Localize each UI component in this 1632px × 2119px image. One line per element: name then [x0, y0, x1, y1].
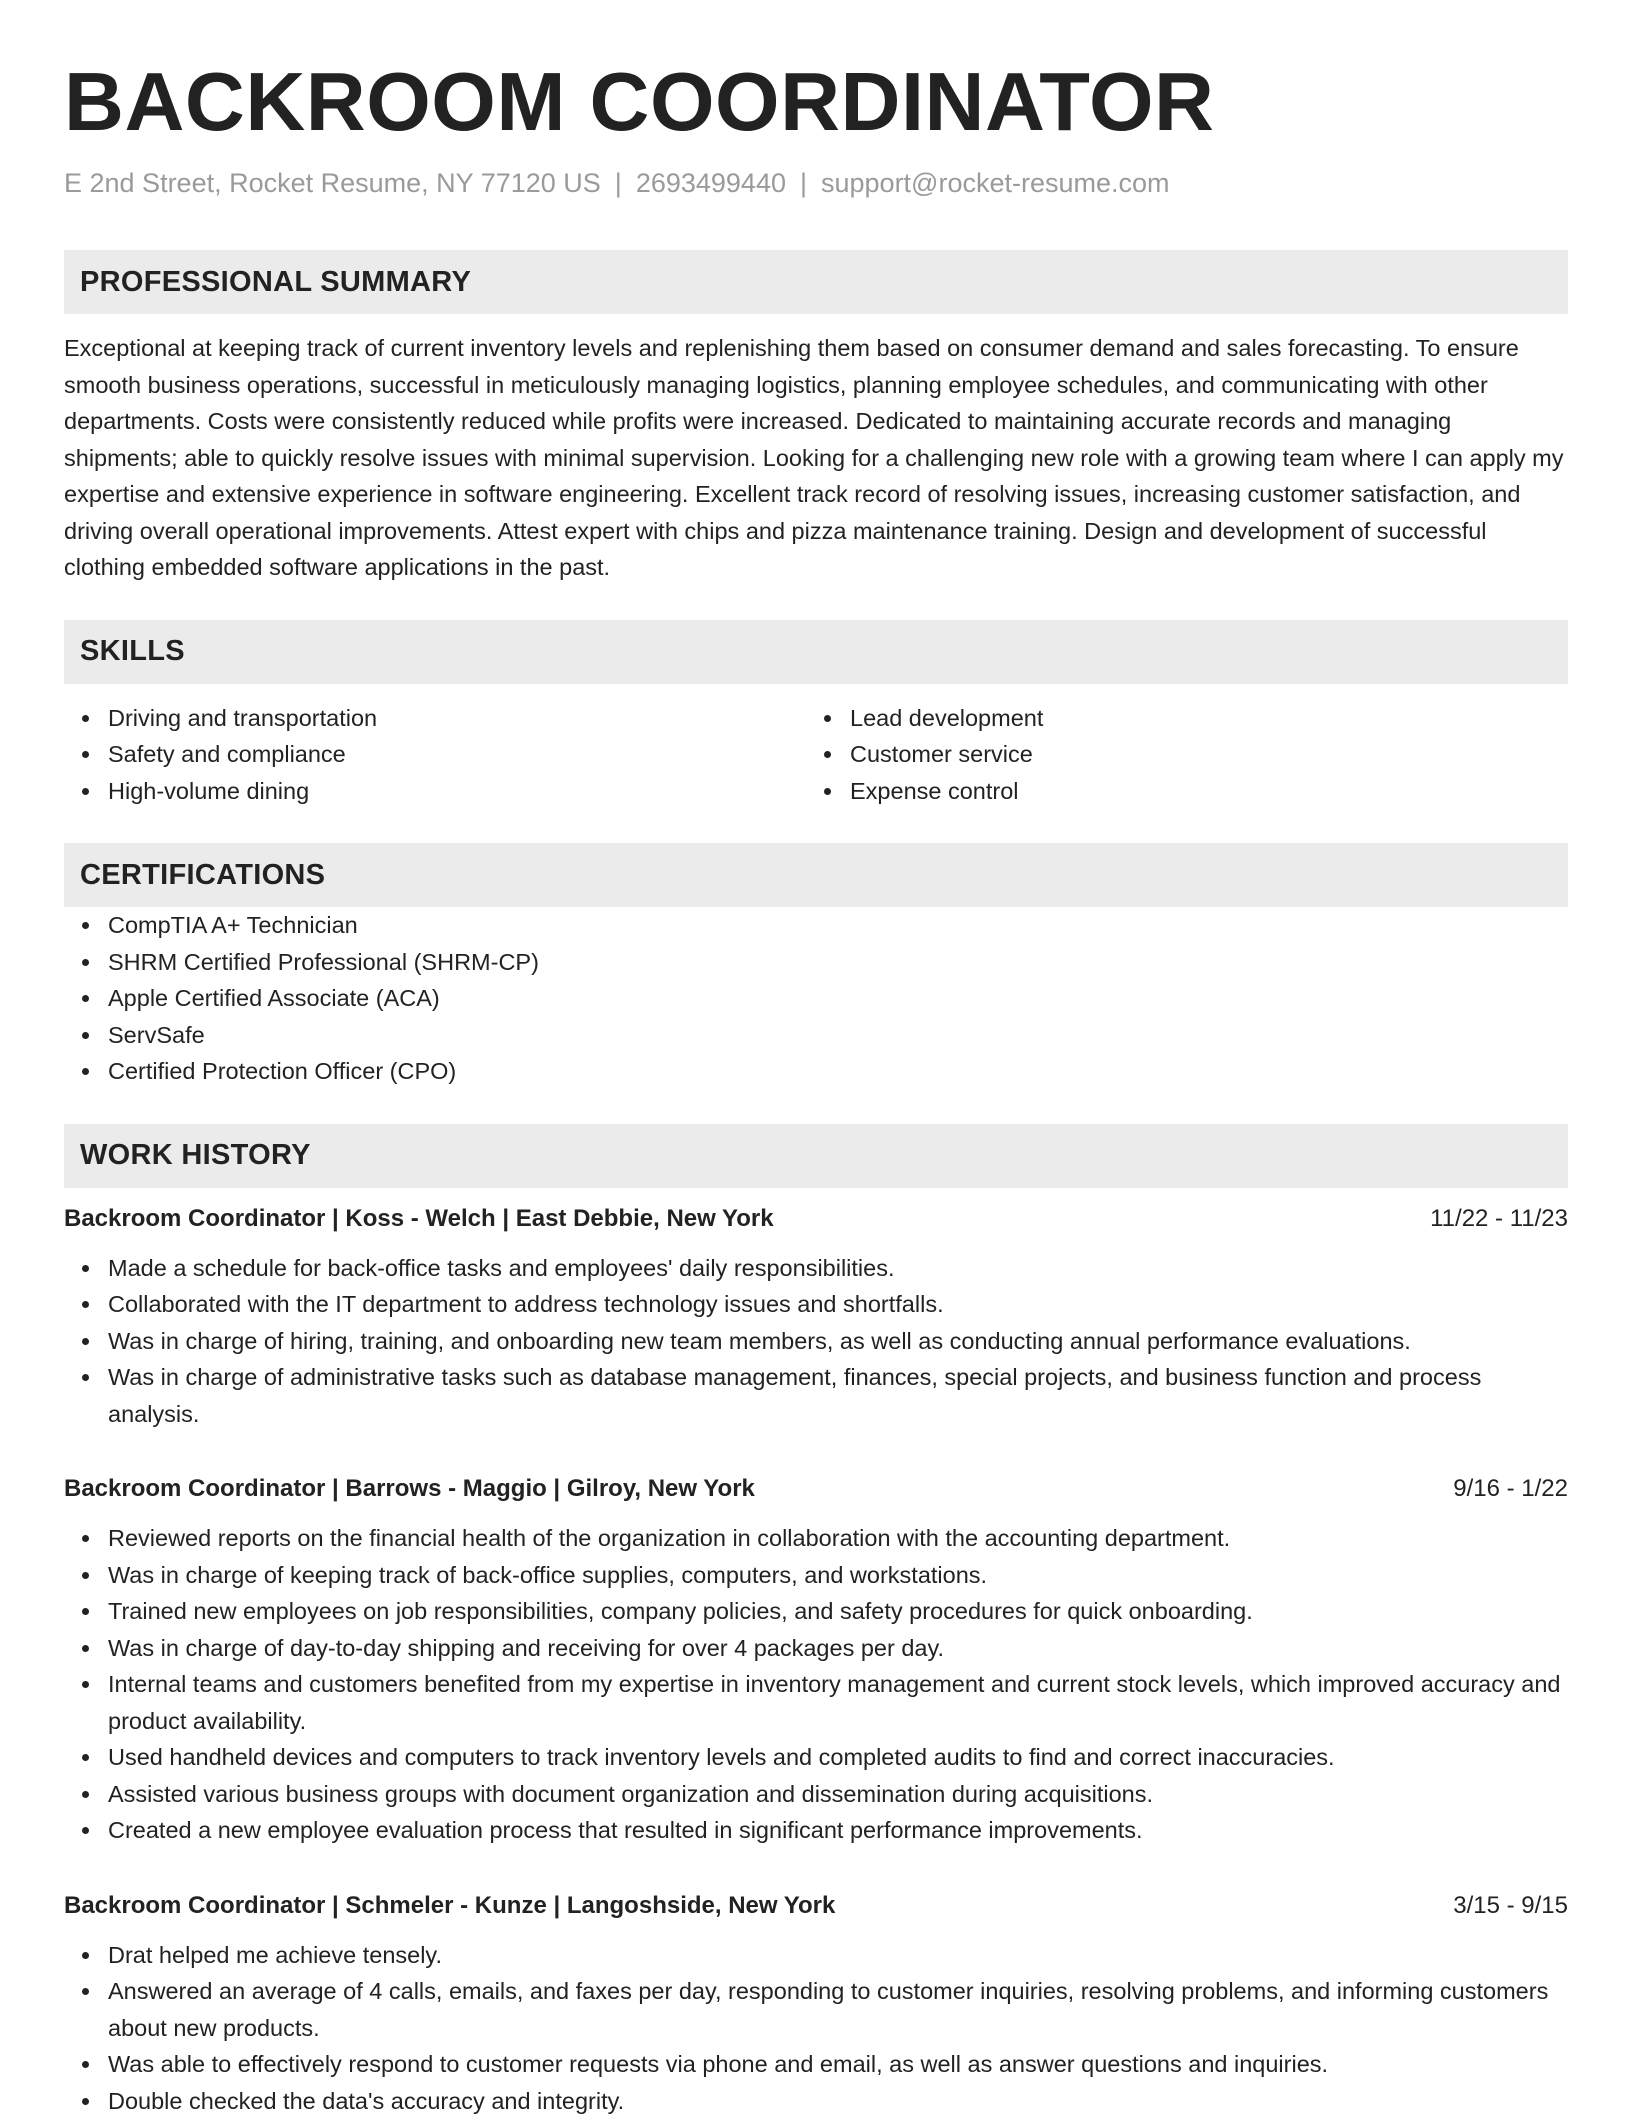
- certifications-list: [64, 907, 1568, 1090]
- contact-separator: |: [615, 168, 622, 198]
- job-title: Backroom Coordinator | Schmeler - Kunze | Langoshside, New York: [64, 1889, 835, 1923]
- job-bullet: Trained new employees on job responsibilities, company policies, and safety procedures for quick onboarding.: [108, 1593, 1568, 1630]
- contact-separator: |: [800, 168, 807, 198]
- job-bullet: Made a schedule for back-office tasks and employees' daily responsibilities.: [108, 1250, 1568, 1287]
- job-bullet: Drat helped me achieve tensely.: [108, 1937, 1568, 1974]
- job-entry: [64, 1202, 1568, 1433]
- job-bullet: Created a new employee evaluation process that resulted in significant performance improvements.: [108, 1812, 1568, 1849]
- job-bullet: Was in charge of day-to-day shipping and receiving for over 4 packages per day.: [108, 1630, 1568, 1667]
- skills-list-right: [806, 700, 1548, 810]
- job-dates: 9/16 - 1/22: [1453, 1472, 1568, 1506]
- skill-item: Lead development: [850, 700, 1548, 737]
- certification-item: Apple Certified Associate (ACA): [108, 980, 1568, 1017]
- job-title: Backroom Coordinator | Barrows - Maggio | Gilroy, New York: [64, 1472, 755, 1506]
- contact-email: support@rocket-resume.com: [821, 168, 1170, 198]
- certification-item: Certified Protection Officer (CPO): [108, 1053, 1568, 1090]
- skill-item: Expense control: [850, 773, 1548, 810]
- section-header-skills: SKILLS: [64, 620, 1568, 684]
- skill-item: Customer service: [850, 736, 1548, 773]
- certification-item: ServSafe: [108, 1017, 1568, 1054]
- job-heading-row: [64, 1202, 1568, 1236]
- job-bullet: Was in charge of keeping track of back-office supplies, computers, and workstations.: [108, 1557, 1568, 1594]
- section-header-certifications: CERTIFICATIONS: [64, 843, 1568, 907]
- job-bullet: Used handheld devices and computers to track inventory levels and completed audits to find and correct inaccuracies.: [108, 1739, 1568, 1776]
- resume-name: BACKROOM COORDINATOR: [64, 52, 1568, 152]
- certification-item: SHRM Certified Professional (SHRM-CP): [108, 944, 1568, 981]
- job-bullet: Answered an average of 4 calls, emails, and faxes per day, responding to customer inquiries, resolving problems, and informing customers about new products.: [108, 1973, 1568, 2046]
- job-bullet: Was in charge of hiring, training, and onboarding new team members, as well as conducting annual performance evaluations.: [108, 1323, 1568, 1360]
- job-bullet: Was in charge of administrative tasks such as database management, finances, special projects, and business function and process analysis.: [108, 1359, 1568, 1432]
- job-heading-row: [64, 1472, 1568, 1506]
- job-title: Backroom Coordinator | Koss - Welch | East Debbie, New York: [64, 1202, 774, 1236]
- job-bullet: Reviewed reports on the financial health of the organization in collaboration with the accounting department.: [108, 1520, 1568, 1557]
- skills-column-right: [806, 700, 1548, 810]
- job-entry: [64, 1889, 1568, 2119]
- skills-grid: [64, 700, 1568, 810]
- summary-text: Exceptional at keeping track of current inventory levels and replenishing them based on consumer demand and sales forecasting. To ensure smooth business operations, successful in meticulously managing logistics, planning employee schedules, and communicating with other departments. Costs were consistently reduced while profits were increased. Dedicated to maintaining accurate records and managing shipments; able to quickly resolve issues with minimal supervision. Looking for a challenging new role with a growing team where I can apply my expertise and extensive experience in software engineering. Excellent track record of resolving issues, increasing customer satisfaction, and driving overall operational improvements. Attest expert with chips and pizza maintenance training. Design and development of successful clothing embedded software applications in the past.: [64, 330, 1568, 586]
- job-bullet: Double checked the data's accuracy and integrity.: [108, 2083, 1568, 2119]
- section-header-summary: PROFESSIONAL SUMMARY: [64, 250, 1568, 314]
- skills-column-left: [64, 700, 806, 810]
- job-entry: [64, 1472, 1568, 1849]
- job-bullets: [64, 1520, 1568, 1849]
- job-heading-row: [64, 1889, 1568, 1923]
- job-bullet: Collaborated with the IT department to address technology issues and shortfalls.: [108, 1286, 1568, 1323]
- certification-item: CompTIA A+ Technician: [108, 907, 1568, 944]
- section-header-work-history: WORK HISTORY: [64, 1124, 1568, 1188]
- job-dates: 3/15 - 9/15: [1453, 1889, 1568, 1923]
- job-bullet: Internal teams and customers benefited from my expertise in inventory management and current stock levels, which improved accuracy and product availability.: [108, 1666, 1568, 1739]
- skill-item: Safety and compliance: [108, 736, 806, 773]
- job-bullets: [64, 1937, 1568, 2119]
- job-bullets: [64, 1250, 1568, 1433]
- skills-list-left: [64, 700, 806, 810]
- contact-address: E 2nd Street, Rocket Resume, NY 77120 US: [64, 168, 601, 198]
- job-bullet: Was able to effectively respond to customer requests via phone and email, as well as answer questions and inquiries.: [108, 2046, 1568, 2083]
- job-dates: 11/22 - 11/23: [1430, 1202, 1568, 1236]
- job-bullet: Assisted various business groups with document organization and dissemination during acquisitions.: [108, 1776, 1568, 1813]
- contact-line: [64, 166, 1568, 200]
- skill-item: High-volume dining: [108, 773, 806, 810]
- skill-item: Driving and transportation: [108, 700, 806, 737]
- contact-phone: 2693499440: [636, 168, 786, 198]
